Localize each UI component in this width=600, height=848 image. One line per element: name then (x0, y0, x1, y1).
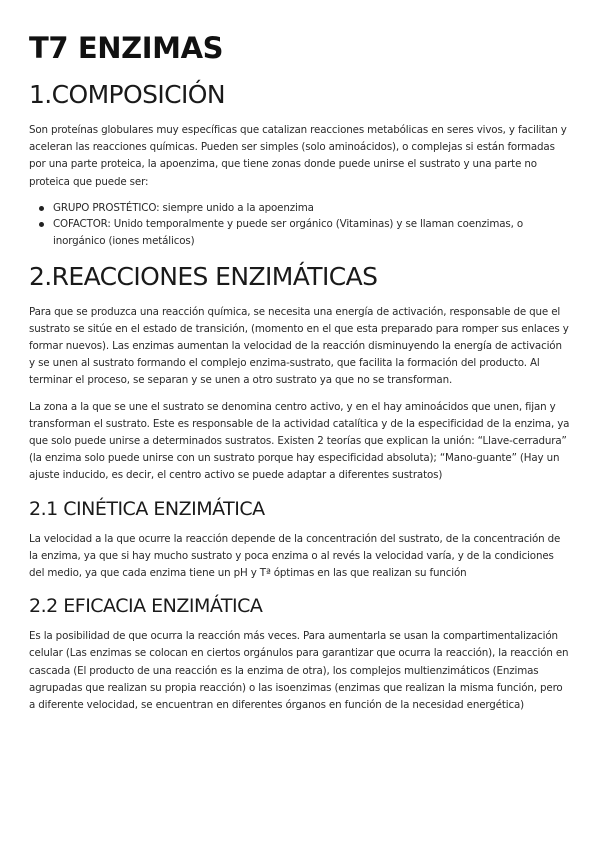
section-heading-composicion: 1.COMPOSICIÓN (29, 80, 225, 109)
paragraph-reacciones-1: Para que se produzca una reacción química, se necesita una energía de activación, responsable de que el sustrato se sitúe en el estado de transición, (momento en el que esta preparado para romper sus enlaces y formar nuevos). Las enzimas aumentan la velocidad de la reacción disminuyendo la energía de activación y se unen al sustrato formando el complejo enzima-sustrato, que facilita la formación del producto. Al terminar el proceso, se separan y se unen a otro sustrato ya que no se transforman. (29, 305, 569, 387)
bullet-dot-icon (39, 206, 44, 211)
bullet-dot-icon (39, 222, 44, 227)
section-composicion (29, 78, 570, 250)
document-title: T7 ENZIMAS (29, 31, 224, 65)
list-item-text: GRUPO PROSTÉTICO: siempre unido a la apoenzima (53, 201, 314, 214)
list-item (53, 200, 570, 217)
paragraph-composicion: Son proteínas globulares muy específicas que catalizan reacciones metabólicas en seres vivos, y facilitan y aceleran las reacciones químicas. Pueden ser simples (solo aminoácidos), o complejas si están formadas por una parte proteica, la apoenzima, que tiene zonas donde puede unirse el sustrato y una parte no proteica que puede ser: (29, 124, 567, 188)
section-cinetica (29, 495, 570, 583)
list-item-text: COFACTOR: Unido temporalmente y puede ser orgánico (Vitaminas) y se llaman coenzimas, o inorgánico (iones metálicos) (53, 218, 523, 247)
list-item (53, 216, 570, 249)
subsection-heading-cinetica: 2.1 CINÉTICA ENZIMÁTICA (29, 497, 265, 520)
paragraph-eficacia: Es la posibilidad de que ocurra la reacción más veces. Para aumentarla se usan la compartimentalización celular (Las enzimas se colocan en ciertos orgánulos para garantizar que ocurra la reacción), la reacción en cascada (El producto de una reacción es la enzima de otra), los complejos multienzimáticos (Enzimas agrupadas que realizan su propia reacción) o las isoenzimas (enzimas que realizan la misma función, pero a diferente velocidad, se encuentran en diferentes órganos en función de la necesidad energética) (29, 630, 569, 712)
paragraph-cinetica: La velocidad a la que ocurre la reacción depende de la concentración del sustrato, de la concentración de la enzima, ya que si hay mucho sustrato y poca enzima o al revés la velocidad varía, y de la condiciones del medio, ya que cada enzima tiene un pH y Tª óptimas en las que realizan su función (29, 532, 561, 580)
section-eficacia (29, 592, 570, 714)
section-heading-reacciones: 2.REACCIONES ENZIMÁTICAS (29, 261, 378, 291)
subsection-heading-eficacia: 2.2 EFICACIA ENZIMÁTICA (29, 595, 263, 618)
paragraph-reacciones-2: La zona a la que se une el sustrato se denomina centro activo, y en el hay aminoácidos que unen, fijan y transforman el sustrato. Este es responsable de la actividad catalítica y de la especificidad de la enzima, ya que solo puede unirse a determinados sustratos. Existen 2 teorías que explican la unión: “Llave-cerradura” (la enzima solo puede unirse con un sustrato porque hay especificidad absoluta); “Mano-guante” (Hay un ajuste inducido, es decir, el centro activo se puede adaptar a diferentes sustratos) (29, 400, 570, 482)
document-page (29, 28, 570, 723)
section-reacciones (29, 260, 570, 485)
bullet-list-composicion (29, 200, 570, 250)
